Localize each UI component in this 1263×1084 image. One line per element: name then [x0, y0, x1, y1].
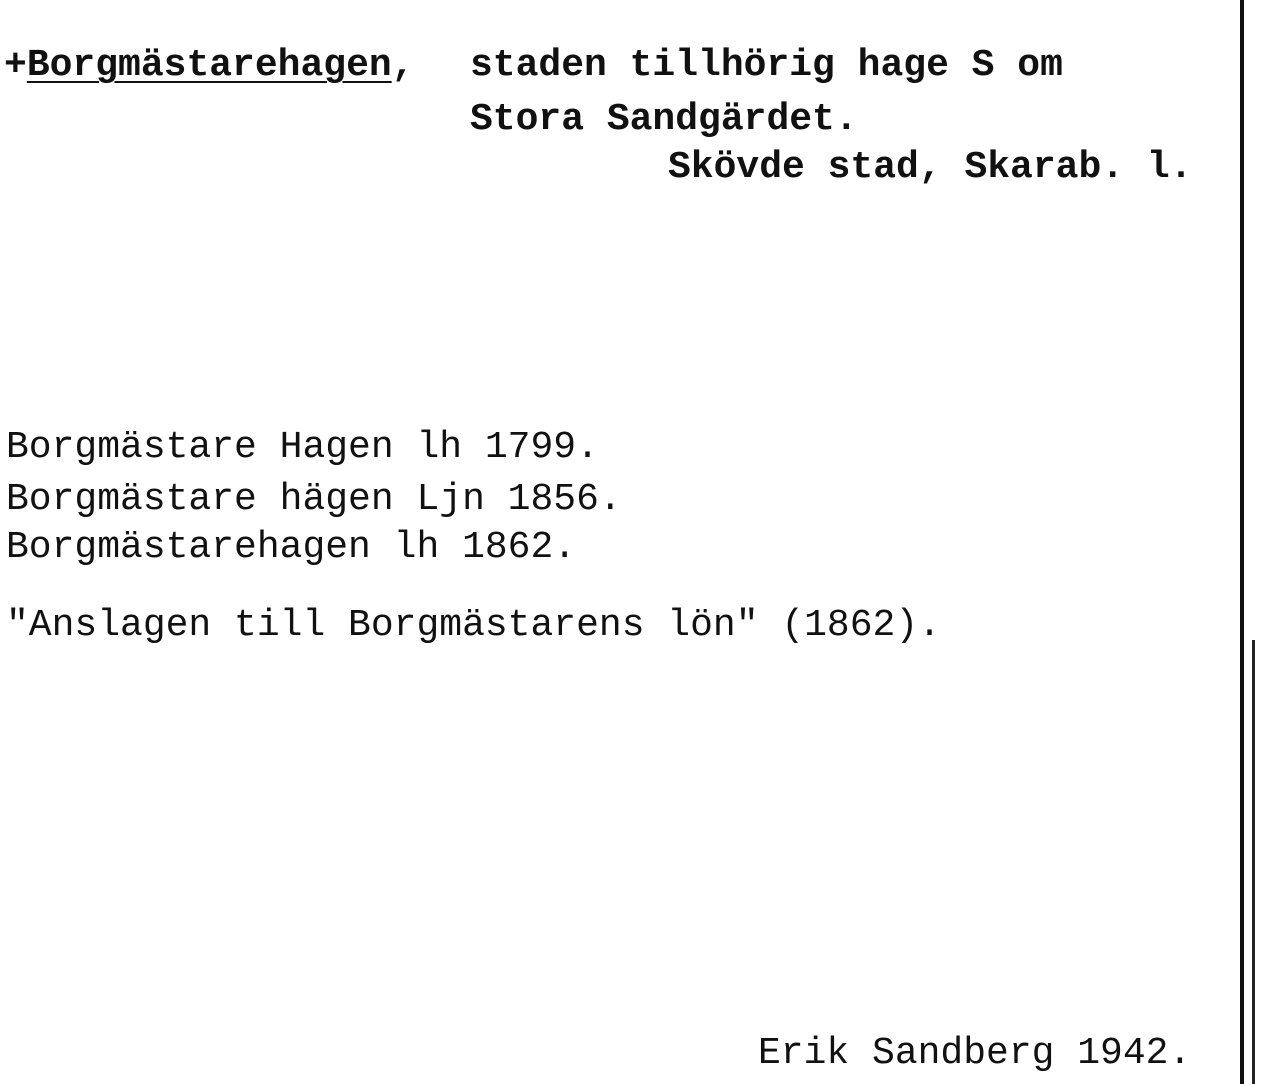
- definition-line-1: staden tillhörig hage S om: [470, 44, 1063, 87]
- location-line: Skövde stad, Skarab. l.: [668, 146, 1193, 189]
- signature-line: Erik Sandberg 1942.: [758, 1032, 1192, 1075]
- form-line-1: Borgmästare Hagen lh 1799.: [6, 426, 599, 469]
- card-edge-border: [1240, 0, 1244, 1084]
- header-separator: ,: [391, 44, 415, 87]
- definition-line-2: Stora Sandgärdet.: [470, 98, 858, 141]
- header-prefix: +: [4, 44, 27, 87]
- headword: Borgmästarehagen: [26, 44, 392, 87]
- header-line: [4, 44, 414, 88]
- form-line-3: Borgmästarehagen lh 1862.: [6, 526, 577, 569]
- form-line-2: Borgmästare hägen Ljn 1856.: [6, 478, 622, 521]
- quote-line: "Anslagen till Borgmästarens lön" (1862).: [6, 604, 941, 647]
- card-edge-shadow: [1252, 640, 1255, 1084]
